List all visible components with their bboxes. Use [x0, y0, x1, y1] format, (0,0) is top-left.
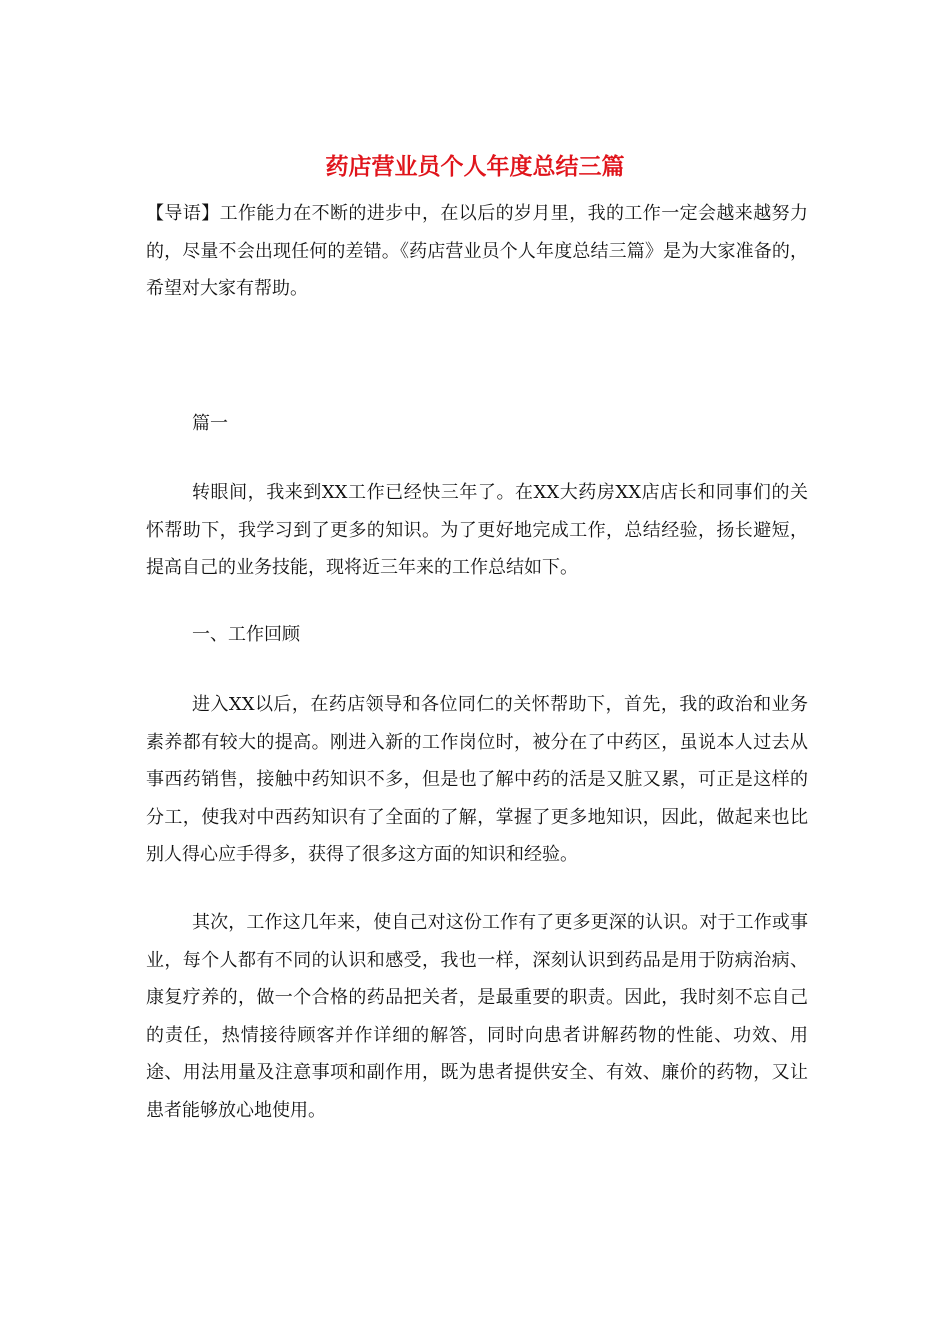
section-label: 篇一	[192, 413, 228, 434]
document-title: 药店营业员个人年度总结三篇	[325, 153, 625, 180]
section-heading-work-review: 一、工作回顾	[192, 624, 300, 645]
intro-paragraph: 【导语】工作能力在不断的进步中，在以后的岁月里，我的工作一定会越来越努力的，尽量不会出现任何的差错。《药店营业员个人年度总结三篇》是为大家准备的，希望对大家有帮助。	[146, 203, 808, 299]
body-paragraph-2: 进入XX以后，在药店领导和各位同仁的关怀帮助下，首先，我的政治和业务素养都有较大的提高。刚进入新的工作岗位时，被分在了中药区，虽说本人过去从事西药销售，接触中药知识不多，但是也了解中药的活是又脏又累，可正是这样的分工，使我对中西药知识有了全面的了解，掌握了更多地知识，因此，做起来也比别人得心应手得多，获得了很多这方面的知识和经验。	[146, 694, 808, 865]
body-paragraph-3: 其次，工作这几年来，使自己对这份工作有了更多更深的认识。对于工作或事业，每个人都有不同的认识和感受，我也一样，深刻认识到药品是用于防病治病、康复疗养的，做一个合格的药品把关者，是最重要的职责。因此，我时刻不忘自己的责任，热情接待顾客并作详细的解答，同时向患者讲解药物的性能、功效、用途、用法用量及注意事项和副作用，既为患者提供安全、有效、廉价的药物，又让患者能够放心地使用。	[146, 912, 808, 1121]
body-paragraph-1: 转眼间，我来到XX工作已经快三年了。在XX大药房XX店店长和同事们的关怀帮助下，我学习到了更多的知识。为了更好地完成工作，总结经验，扬长避短，提高自己的业务技能，现将近三年来的工作总结如下。	[146, 482, 808, 578]
